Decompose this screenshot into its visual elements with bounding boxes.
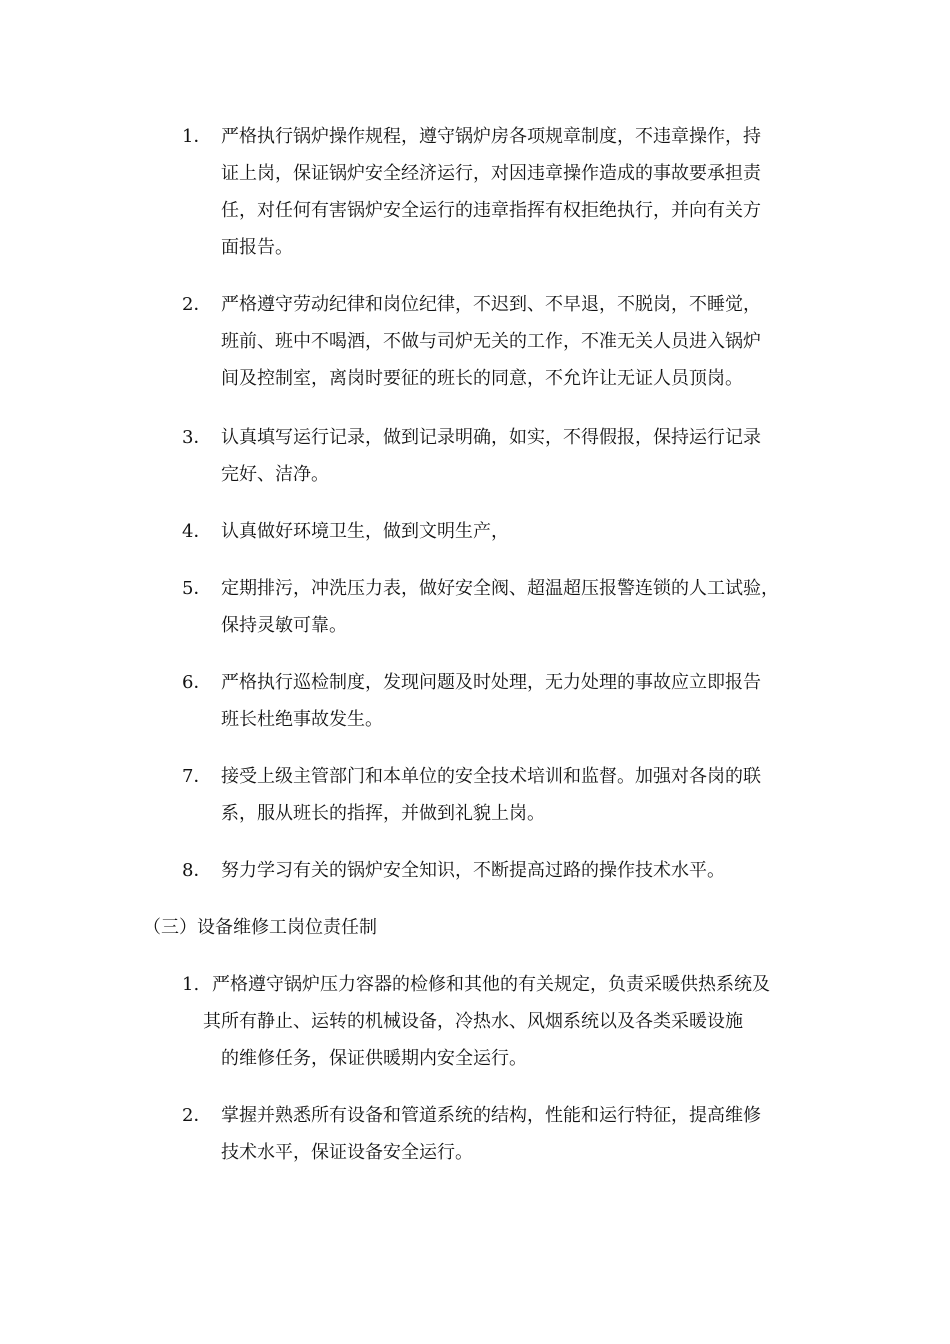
text-line: 技术水平，保证设备安全运行。 xyxy=(221,1142,473,1163)
item-number: 5． xyxy=(182,578,212,599)
text-line: 证上岗，保证锅炉安全经济运行，对因违章操作造成的事故要承担责 xyxy=(221,163,761,184)
item-number: 1． xyxy=(182,126,212,147)
item-text xyxy=(221,1097,822,1171)
item-number: 4． xyxy=(182,521,212,542)
item-number: 2． xyxy=(182,294,212,315)
item-text xyxy=(203,966,822,1077)
text-line: 努力学习有关的锅炉安全知识，不断提高过路的操作技术水平。 xyxy=(221,860,725,881)
item-text xyxy=(221,419,822,493)
item-number: 6． xyxy=(182,672,212,693)
item-number: 7． xyxy=(182,766,212,787)
list-item xyxy=(182,118,822,266)
text-line: 完好、洁净。 xyxy=(221,464,329,485)
text-line: 班长杜绝事故发生。 xyxy=(221,709,383,730)
text-line: 定期排污，冲洗压力表，做好安全阀、超温超压报警连锁的人工试验， xyxy=(221,578,779,599)
text-line: 认真填写运行记录，做到记录明确，如实，不得假报，保持运行记录 xyxy=(221,427,761,448)
text-line: 严格执行锅炉操作规程，遵守锅炉房各项规章制度，不违章操作，持 xyxy=(221,126,761,147)
item-number: 1. xyxy=(182,974,200,995)
list-item xyxy=(182,664,822,738)
text-line: 班前、班中不喝酒，不做与司炉无关的工作，不准无关人员进入锅炉 xyxy=(221,331,761,352)
list-item xyxy=(182,570,822,644)
text-line: 严格遵守锅炉压力容器的检修和其他的有关规定，负责采暖供热系统及 xyxy=(212,974,770,995)
list-item xyxy=(182,419,822,493)
text-line: 保持灵敏可靠。 xyxy=(221,615,347,636)
list-item xyxy=(182,1097,822,1171)
text-line: 的维修任务，保证供暖期内安全运行。 xyxy=(221,1048,527,1069)
item-text xyxy=(221,570,822,644)
text-line: 严格遵守劳动纪律和岗位纪律，不迟到、不早退，不脱岗，不睡觉， xyxy=(221,294,761,315)
text-line: 面报告。 xyxy=(221,237,293,258)
list-item xyxy=(182,286,822,397)
item-text xyxy=(221,513,822,550)
list-item xyxy=(182,966,822,1077)
text-line: 严格执行巡检制度，发现问题及时处理，无力处理的事故应立即报告 xyxy=(221,672,761,693)
item-number: 3． xyxy=(182,427,212,448)
list-item xyxy=(182,513,822,550)
item-number: 8． xyxy=(182,860,212,881)
text-line: 系，服从班长的指挥，并做到礼貌上岗。 xyxy=(221,803,545,824)
item-text xyxy=(221,758,822,832)
text-line: 掌握并熟悉所有设备和管道系统的结构，性能和运行特征，提高维修 xyxy=(221,1105,761,1126)
section-heading: （三）设备维修工岗位责任制 xyxy=(143,917,377,938)
item-text xyxy=(221,852,822,889)
list-item xyxy=(182,852,822,889)
text-line: 任，对任何有害锅炉安全运行的违章指挥有权拒绝执行，并向有关方 xyxy=(221,200,761,221)
text-line: 间及控制室，离岗时要征的班长的同意，不允许让无证人员顶岗。 xyxy=(221,368,743,389)
text-line: 其所有静止、运转的机械设备，冷热水、风烟系统以及各类采暖设施 xyxy=(203,1011,743,1032)
list-item xyxy=(182,758,822,832)
item-text xyxy=(221,286,822,397)
item-text xyxy=(221,664,822,738)
item-text xyxy=(221,118,822,266)
text-line: 接受上级主管部门和本单位的安全技术培训和监督。加强对各岗的联 xyxy=(221,766,761,787)
item-number: 2． xyxy=(182,1105,212,1126)
text-line: 认真做好环境卫生，做到文明生产， xyxy=(221,521,509,542)
